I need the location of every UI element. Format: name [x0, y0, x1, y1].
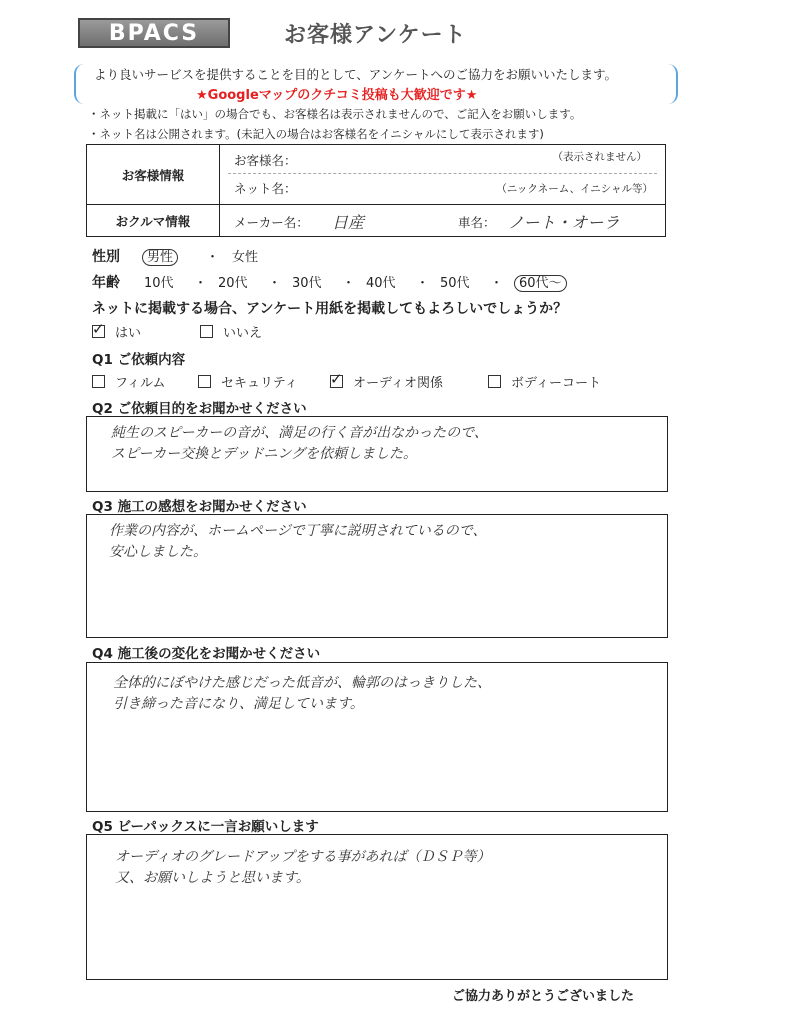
- customer-name-label: お客様名：: [234, 153, 297, 168]
- car-info-cell: [220, 205, 666, 237]
- q2-answer: 純生のスピーカーの音が、満足の行く音が出なかったので、 スピーカー交換とデッドニングを依頼しました。: [111, 425, 488, 462]
- age-separator: ・: [490, 276, 504, 291]
- age-50s-option[interactable]: 50代: [440, 276, 470, 291]
- q2-label: Q2 ご依頼目的をお聞かせください: [92, 401, 307, 417]
- publish-yes-option[interactable]: ✓はい: [92, 322, 141, 341]
- gender-separator: ・: [206, 250, 220, 265]
- age-separator: ・: [416, 276, 430, 291]
- q3-answer: 作業の内容が、ホームページで丁寧に説明されているので、 安心しました。: [109, 523, 487, 560]
- row-divider: [228, 173, 657, 174]
- note-public-name: ・ネット名は公開されます。(未記入の場合はお客様名をイニシャルにして表示されます): [88, 127, 544, 141]
- checkbox-icon[interactable]: [488, 375, 501, 388]
- q5-label: Q5 ビーパックスに一言お願いします: [92, 819, 319, 835]
- q4-label: Q4 施工後の変化をお聞かせください: [92, 646, 321, 662]
- q4-answer-box[interactable]: [86, 662, 668, 812]
- logo-text: BPACS: [108, 20, 200, 46]
- age-separator: ・: [342, 276, 356, 291]
- checkbox-icon[interactable]: [198, 375, 211, 388]
- google-review-banner: ★Googleマップのクチコミ投稿も大歓迎です★: [196, 88, 478, 103]
- q4-answer: 全体的にぼやけた感じだった低音が、輪郭のはっきりした、 引き締った音になり、満足しています。: [113, 675, 491, 712]
- age-10s-option[interactable]: 10代: [144, 276, 174, 291]
- gender-female-option[interactable]: 女性: [232, 250, 259, 265]
- customer-info-label: お客様情報: [87, 145, 220, 205]
- intro-text: より良いサービスを提供することを目的として、アンケートへのご協力をお願いいたします。: [94, 67, 618, 82]
- q3-label: Q3 施工の感想をお聞かせください: [92, 499, 307, 515]
- net-name-label: ネット名：: [234, 181, 297, 196]
- net-name-note: （ニックネーム、イニシャル等）: [496, 183, 653, 195]
- note-privacy: ・ネット掲載に「はい」の場合でも、お客様名は表示されませんので、ご記入をお願いします。: [88, 107, 582, 121]
- car-info-label: おクルマ情報: [87, 205, 220, 237]
- age-label: 年齢: [92, 275, 120, 291]
- car-name-label: 車名：: [458, 215, 496, 230]
- maker-value: 日産: [332, 213, 365, 232]
- publish-no-option[interactable]: いいえ: [200, 322, 262, 341]
- publish-question: ネットに掲載する場合、アンケート用紙を掲載してもよろしいでしょうか？: [92, 301, 568, 317]
- customer-info-table: [86, 144, 666, 237]
- age-60s-option[interactable]: 60代〜: [514, 272, 567, 291]
- age-40s-option[interactable]: 40代: [366, 276, 396, 291]
- age-separator: ・: [268, 276, 282, 291]
- q2-answer-box[interactable]: [86, 416, 668, 492]
- customer-info-cell: [220, 145, 666, 205]
- age-20s-option[interactable]: 20代: [218, 276, 248, 291]
- checkbox-icon[interactable]: [200, 325, 213, 338]
- q1-film-option[interactable]: フィルム: [92, 372, 165, 391]
- q1-audio-option[interactable]: ✓ オーディオ関係: [330, 372, 443, 391]
- customer-name-note: （表示されません）: [552, 151, 647, 163]
- gender-male-option[interactable]: 男性: [142, 246, 178, 265]
- q1-security-option[interactable]: セキュリティ: [198, 372, 298, 391]
- thanks-message: ご協力ありがとうございました: [452, 989, 635, 1004]
- checkbox-icon[interactable]: [92, 325, 105, 338]
- age-30s-option[interactable]: 30代: [292, 276, 322, 291]
- q1-label: Q1 ご依頼内容: [92, 352, 186, 368]
- q5-answer: オーディオのグレードアップをする事があれば（ＤＳＰ等） 又、お願いしようと思います。: [115, 849, 491, 886]
- q1-bodycoat-option[interactable]: ボディーコート: [488, 372, 601, 391]
- bpacs-logo: [78, 18, 230, 48]
- page-title: お客様アンケート: [284, 23, 467, 48]
- q5-answer-box[interactable]: [86, 834, 668, 980]
- age-separator: ・: [194, 276, 208, 291]
- q3-answer-box[interactable]: [86, 514, 668, 638]
- car-name-value: ノート・オーラ: [508, 213, 620, 232]
- maker-label: メーカー名：: [234, 215, 309, 230]
- gender-label: 性別: [92, 249, 120, 265]
- checkbox-icon[interactable]: [330, 375, 343, 388]
- checkbox-icon[interactable]: [92, 375, 105, 388]
